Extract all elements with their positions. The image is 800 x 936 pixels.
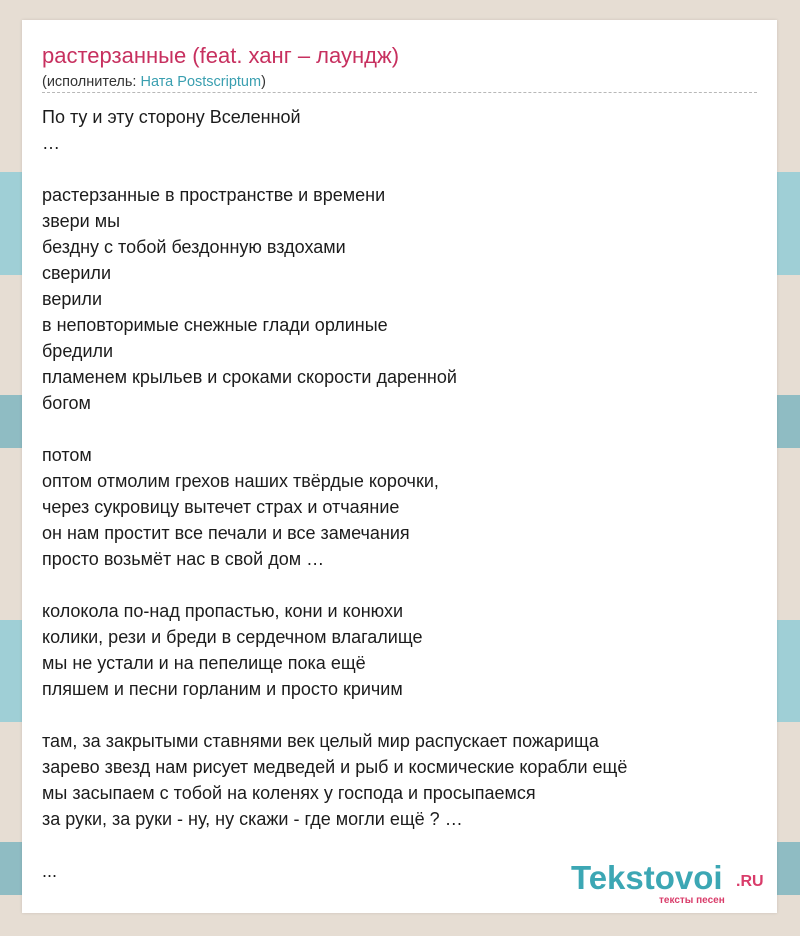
lyric-line: … [42, 133, 60, 153]
lyric-line: там, за закрытыми ставнями век целый мир распускает пожарища [42, 731, 599, 751]
artist-suffix: ) [261, 74, 266, 90]
artist-prefix: (исполнитель: [42, 74, 141, 90]
lyric-line: просто возьмёт нас в свой дом … [42, 549, 325, 569]
lyric-line: в неповторимые снежные глади орлиные [42, 315, 388, 335]
lyric-line: зарево звезд нам рисует медведей и рыб и космические корабли ещё [42, 757, 628, 777]
song-title: растерзанные (feat. ханг – лаундж) [42, 43, 400, 68]
lyric-line [42, 416, 757, 442]
lyric-line: пламенем крыльев и сроками скорости даренной [42, 367, 457, 387]
lyric-line [42, 156, 757, 182]
logo-tagline: тексты песен [659, 895, 725, 906]
lyric-line: потом [42, 445, 92, 465]
lyric-line: мы засыпаем с тобой на коленях у господа и просыпаемся [42, 783, 536, 803]
lyric-line: мы не устали и на пепелище пока ещё [42, 653, 366, 673]
lyrics-text [42, 104, 757, 884]
lyric-line: он нам простит все печали и все замечания [42, 523, 410, 543]
lyric-line: через сукровицу вытечет страх и отчаяние [42, 497, 400, 517]
lyric-line [42, 702, 757, 728]
lyric-line: По ту и эту сторону Вселенной [42, 107, 301, 127]
lyric-line [42, 572, 757, 598]
lyric-line: сверили [42, 263, 111, 283]
lyric-line: бредили [42, 341, 114, 361]
lyric-line: оптом отмолим грехов наших твёрдые корочки, [42, 471, 439, 491]
lyric-line: пляшем и песни горланим и просто кричим [42, 679, 403, 699]
site-logo[interactable] [571, 859, 771, 909]
lyrics-card [22, 20, 777, 913]
lyric-line: ... [42, 861, 58, 881]
lyric-line: колокола по-над пропастью, кони и конюхи [42, 601, 403, 621]
lyric-line [42, 832, 757, 858]
title-divider [42, 92, 757, 93]
artist-line [42, 74, 266, 90]
lyric-line: колики, рези и бреди в сердечном влагалище [42, 627, 423, 647]
lyric-line: за руки, за руки - ну, ну скажи - где могли ещё ? … [42, 809, 463, 829]
lyric-line: звери мы [42, 211, 121, 231]
lyric-line: растерзанные в пространстве и времени [42, 185, 386, 205]
lyric-line: богом [42, 393, 91, 413]
lyric-line: верили [42, 289, 102, 309]
lyric-line: бездну с тобой бездонную вздохами [42, 237, 346, 257]
logo-wordmark: Tekstovoi [571, 859, 723, 896]
artist-link[interactable]: Ната Postscriptum [140, 74, 262, 90]
logo-domain: .RU [736, 873, 764, 890]
